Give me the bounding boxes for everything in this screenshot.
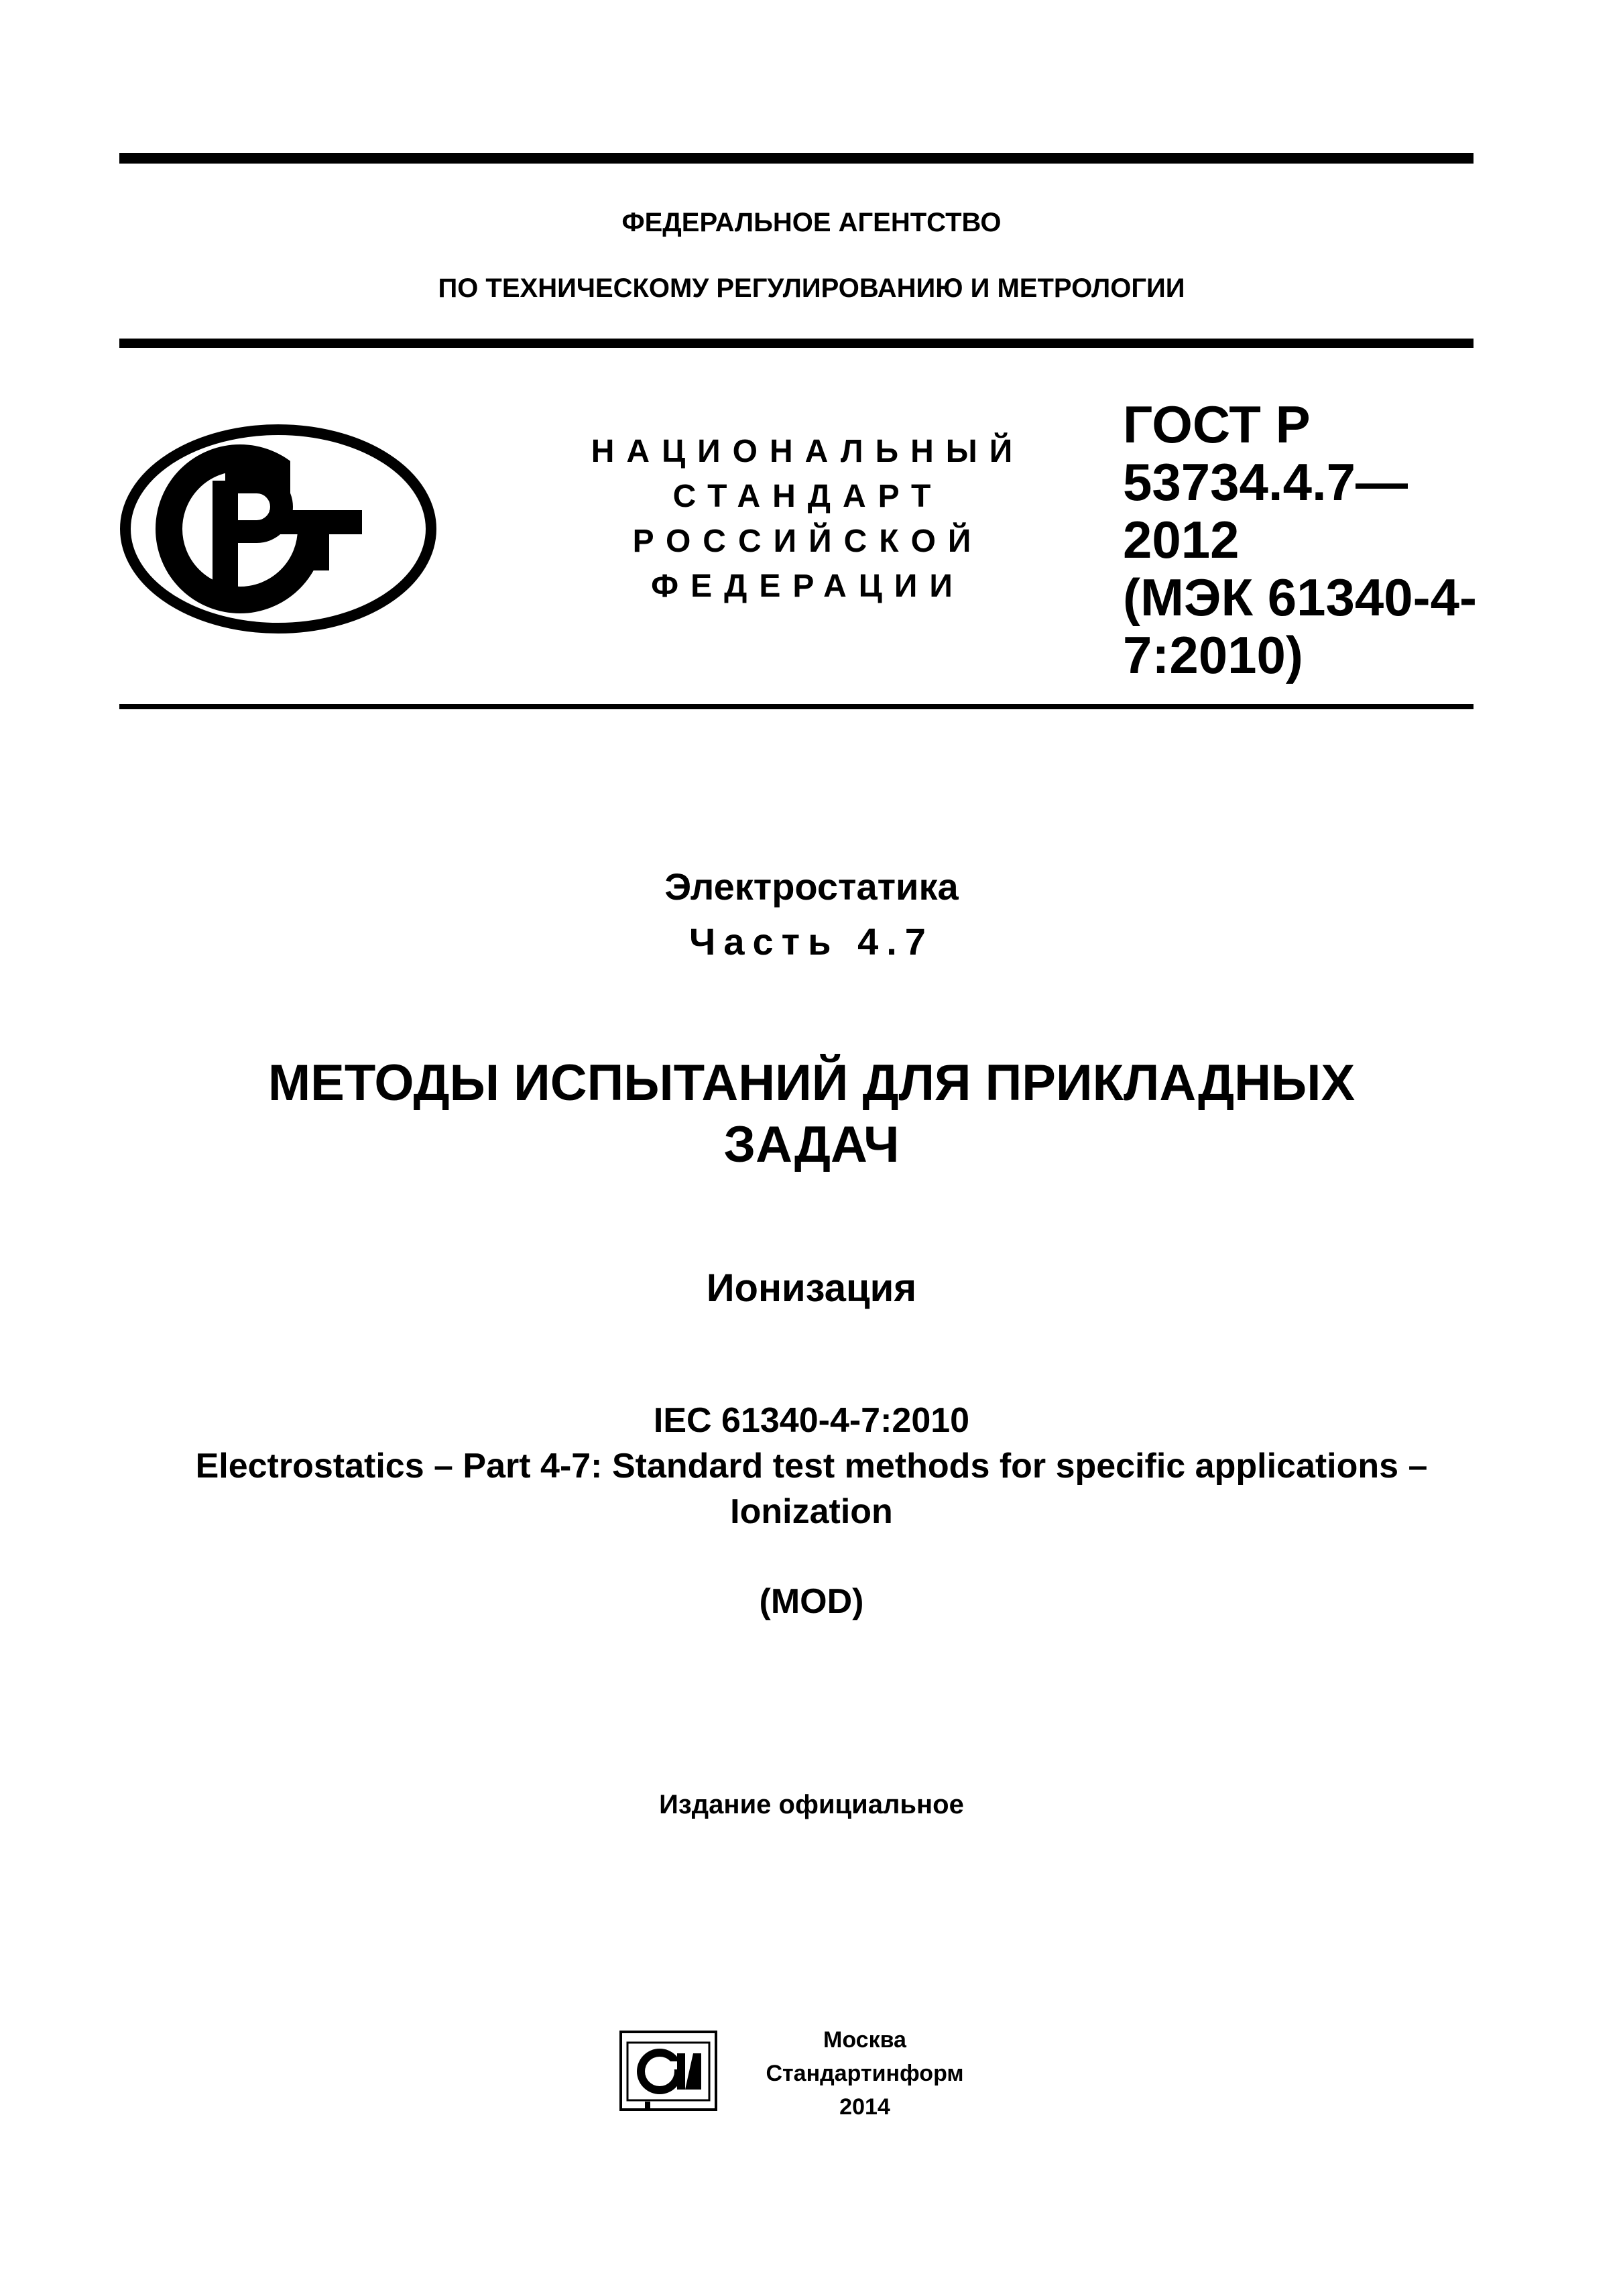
agency-line-1: ФЕДЕРАЛЬНОЕ АГЕНТСТВО (621, 208, 1002, 237)
iec-number: IEC 61340-4-7:2010 (653, 1401, 970, 1440)
gost-designation-line: 7:2010) (1123, 625, 1303, 684)
publisher-city: Москва (823, 2027, 906, 2053)
header-rule (119, 339, 1474, 348)
iec-reference (0, 1398, 1623, 1534)
edition-label: Издание официальное (659, 1790, 964, 1819)
subtitle: Ионизация (706, 1266, 917, 1310)
gost-designation-line: (МЭК 61340-4- (1123, 568, 1477, 627)
main-title (0, 1052, 1623, 1176)
gost-designation (1123, 396, 1477, 684)
gost-designation-line: ГОСТ Р (1123, 395, 1311, 454)
main-title-line: ЗАДАЧ (723, 1116, 900, 1173)
publisher-year: 2014 (839, 2094, 890, 2120)
rst-mark-logo-icon (119, 424, 437, 634)
iec-title-line: Ionization (730, 1492, 893, 1531)
national-standard-line: СТАНДАРТ (672, 479, 943, 514)
series-title: Электростатика (664, 865, 959, 908)
publisher-block (724, 2023, 1006, 2124)
national-standard-line: НАЦИОНАЛЬНЫЙ (591, 434, 1025, 469)
part-title: Часть 4.7 (689, 920, 934, 963)
main-title-line: МЕТОДЫ ИСПЫТАНИЙ ДЛЯ ПРИКЛАДНЫХ (267, 1054, 1356, 1111)
publisher-name: Стандартинформ (766, 2061, 964, 2086)
national-standard-line: РОССИЙСКОЙ (632, 524, 983, 559)
mod-label: (MOD) (759, 1582, 864, 1621)
iec-title-line: Electrostatics – Part 4-7: Standard test methods for specific applications – (195, 1447, 1428, 1486)
agency-line-2: ПО ТЕХНИЧЕСКОМУ РЕГУЛИРОВАНИЮ И МЕТРОЛОГИИ (438, 274, 1185, 303)
gost-designation-line: 53734.4.7— (1123, 452, 1408, 511)
gost-designation-line: 2012 (1123, 510, 1240, 569)
top-rule (119, 153, 1474, 164)
standartinform-logo-icon (618, 2028, 719, 2114)
national-standard-label (573, 429, 1042, 609)
standard-block-rule (119, 704, 1474, 709)
national-standard-line: ФЕДЕРАЦИИ (651, 568, 965, 604)
